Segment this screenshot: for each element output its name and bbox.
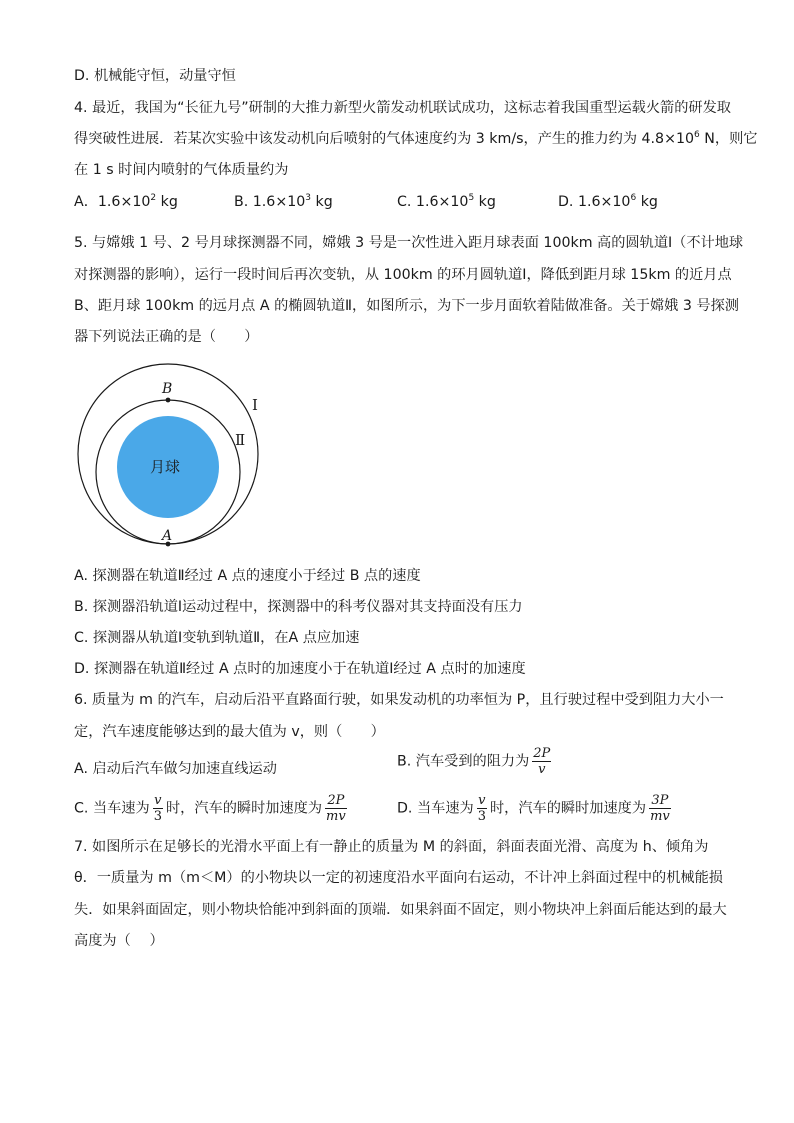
- q4-stem-line3: 在 1 s 时间内喷射的气体质量约为: [74, 162, 289, 178]
- q5-stem-line3: B、距月球 100km 的远月点 A 的椭圆轨道Ⅱ，如图所示，为下一步月面软着陆做准备。关于嫦娥 3 号探测: [74, 298, 739, 314]
- q6-option-d: D. 当车速为 $\frac{v}{3}$ 时，汽车的瞬时加速度为 $\frac{3P}{mv}$: [397, 793, 670, 824]
- point-b-dot: [166, 398, 171, 403]
- q5-stem-line4: 器下列说法正确的是（ ）: [74, 329, 259, 345]
- q5-option-a: A. 探测器在轨道Ⅱ经过 A 点的速度小于经过 B 点的速度: [74, 568, 421, 584]
- fraction: $\frac{3P}{mv}$: [650, 793, 670, 824]
- orbit-2-label: Ⅱ: [235, 431, 246, 449]
- q7-stem-line3: 失．如果斜面固定，则小物块恰能冲到斜面的顶端．如果斜面不固定，则小物块冲上斜面后能达到的最大: [74, 902, 727, 918]
- q5-option-d: D. 探测器在轨道Ⅱ经过 A 点时的加速度小于在轨道Ⅰ经过 A 点时的加速度: [74, 661, 526, 677]
- q4-option-a: A．$1.6\times 10^2$ kg: [74, 193, 178, 210]
- q4-option-b: B. $1.6\times 10^3$ kg: [234, 193, 333, 210]
- exponent: 6: [694, 130, 700, 140]
- q7-stem-line2: θ．一质量为 m（m＜M）的小物块以一定的初速度沿水平面向右运动，不计冲上斜面过程中的机械能损: [74, 870, 723, 886]
- q5-option-b: B. 探测器沿轨道Ⅰ运动过程中，探测器中的科考仪器对其支持面没有压力: [74, 599, 523, 615]
- moon-label: 月球: [150, 458, 181, 476]
- q5-option-c: C. 探测器从轨道Ⅰ变轨到轨道Ⅱ，在A 点应加速: [74, 630, 360, 646]
- q4-stem-line2: 得突破性进展．若某次实验中该发动机向后喷射的气体速度约为 3 km/s，产生的推力约为 $4.8\times 10^6$ N，则它: [74, 130, 758, 147]
- q6-option-b: B. 汽车受到的阻力为 $\frac{2P}{v}$: [397, 746, 551, 777]
- point-a-label: A: [162, 528, 173, 544]
- q4-option-d: D. $1.6\times 10^6$ kg: [558, 193, 658, 210]
- fraction: $\frac{2P}{v}$: [533, 746, 551, 777]
- q4-option-c: C. $1.6\times 10^5$ kg: [397, 193, 496, 210]
- orbit-diagram: [74, 360, 274, 550]
- fraction: $\frac{2P}{mv}$: [326, 793, 346, 824]
- point-b-label: B: [162, 381, 173, 397]
- q6-stem-line1: 6. 质量为 m 的汽车，启动后沿平直路面行驶，如果发动机的功率恒为 P，且行驶过程中受到阻力大小一: [74, 692, 724, 708]
- q5-stem-line2: 对探测器的影响），运行一段时间后再次变轨，从 100km 的环月圆轨道Ⅰ，降低到距月球 15km 的近月点: [74, 267, 732, 283]
- q6-option-c: C. 当车速为 $\frac{v}{3}$ 时，汽车的瞬时加速度为 $\frac{2P}{mv}$: [74, 793, 346, 824]
- q4-stem-line1: 4. 最近，我国为“长征九号”研制的大推力新型火箭发动机联试成功，这标志着我国重型运载火箭的研发取: [74, 100, 731, 116]
- q7-stem-line1: 7. 如图所示在足够长的光滑水平面上有一静止的质量为 M 的斜面，斜面表面光滑、高度为 h、倾角为: [74, 839, 709, 855]
- q5-stem-line1: 5. 与嫦娥 1 号、2 号月球探测器不同，嫦娥 3 号是一次性进入距月球表面 100km 高的圆轨道Ⅰ（不计地球: [74, 235, 744, 251]
- q6-stem-line2: 定，汽车速度能够达到的最大值为 v，则（ ）: [74, 724, 385, 740]
- orbit-1-label: Ⅰ: [252, 396, 258, 414]
- q6-option-a: A. 启动后汽车做匀加速直线运动: [74, 761, 277, 777]
- fraction: $\frac{v}{3}$: [153, 793, 162, 824]
- q7-stem-line4: 高度为（ ）: [74, 933, 164, 949]
- fraction: $\frac{v}{3}$: [477, 793, 486, 824]
- prev-option-d: D. 机械能守恒，动量守恒: [74, 68, 236, 84]
